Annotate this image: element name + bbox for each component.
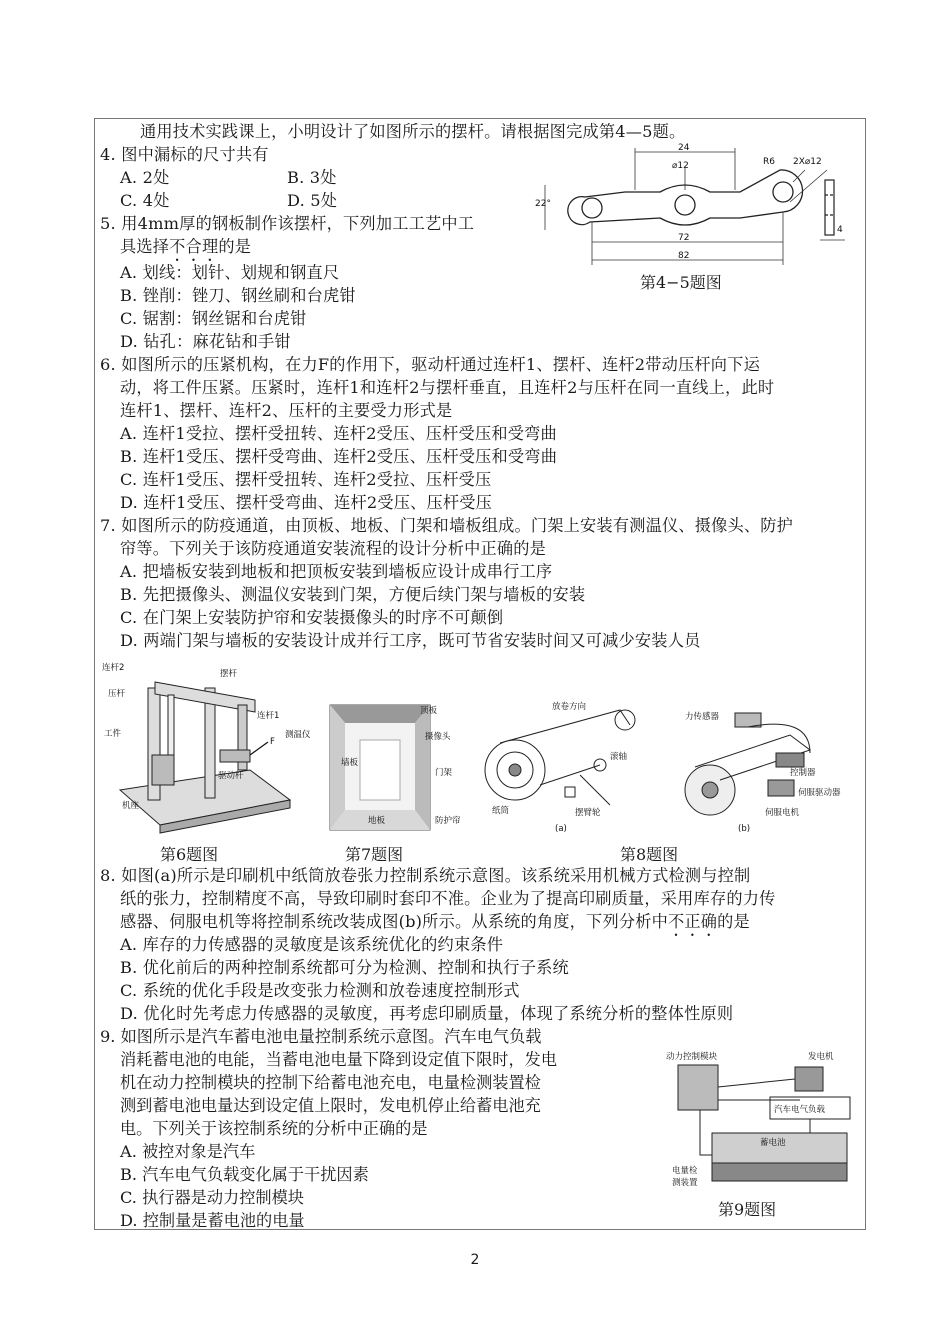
- q6-option-b: B. 连杆1受压、摆杆受弯曲、连杆2受压、压杆受压和受弯曲: [120, 447, 558, 466]
- clamping-mechanism-figure: [100, 660, 300, 840]
- fig9-caption: 第9题图: [718, 1200, 777, 1219]
- q5-stem-part: 的是: [218, 237, 252, 256]
- q8-option-d: D. 优化时先考虑力传感器的灵敏度，再考虑印刷质量，体现了系统分析的整体性原则: [120, 1004, 734, 1023]
- q4-option-a: A. 2处: [120, 168, 170, 187]
- q6-stem-line1: 6. 如图所示的压紧机构，在力F的作用下，驱动杆通过连杆1、摆杆、连杆2带动压杆向下运: [100, 355, 760, 374]
- label-top-board: 顶板: [420, 706, 438, 716]
- q4-option-b: B. 3处: [287, 168, 337, 187]
- q6-option-a: A. 连杆1受拉、摆杆受扭转、连杆2受压、压杆受压和受弯曲: [120, 424, 557, 443]
- q8-stem-line1: 8. 如图(a)所示是印刷机中纸筒放卷张力控制系统示意图。该系统采用机械方式检测与控制: [100, 866, 751, 885]
- label-battery: 蓄电池: [760, 1138, 786, 1148]
- dim-72: 72: [678, 233, 690, 243]
- dim-r6: R6: [763, 157, 775, 167]
- label-servo-driver: 伺服驱动器: [798, 788, 841, 798]
- q8-emphasis: 不正确: [668, 912, 718, 931]
- q9-stem-line3: 机在动力控制模块的控制下给蓄电池充电，电量检测装置检: [120, 1073, 541, 1092]
- swing-rod-drawing: [535, 140, 855, 270]
- q9-option-c: C. 执行器是动力控制模块: [120, 1188, 304, 1207]
- q6-stem-line3: 连杆1、摆杆、连杆2、压杆的主要受力形式是: [120, 401, 453, 420]
- q9-stem-line1: 9. 如图所示是汽车蓄电池电量控制系统示意图。汽车电气负载: [100, 1027, 542, 1046]
- q8-option-c: C. 系统的优化手段是改变张力检测和放卷速度控制形式: [120, 981, 520, 1000]
- fig8-caption: 第8题图: [620, 845, 679, 864]
- q4-stem: 4. 图中漏标的尺寸共有: [100, 145, 269, 164]
- q8-option-b: B. 优化前后的两种控制系统都可分为检测、控制和执行子系统: [120, 958, 569, 977]
- q7-option-c: C. 在门架上安装防护帘和安装摄像头的时序不可颠倒: [120, 608, 504, 627]
- label-fig-a: (a): [555, 824, 567, 834]
- label-force-sensor: 力传感器: [685, 712, 720, 722]
- q9-option-b: B. 汽车电气负载变化属于干扰因素: [120, 1165, 369, 1184]
- q8-stem-part: 感器、伺服电机等将控制系统改装成图(b)所示。从系统的角度，下列分析中: [120, 912, 668, 931]
- intro-text: 通用技术实践课上，小明设计了如图所示的摆杆。请根据图完成第4—5题。: [140, 122, 686, 141]
- q9-stem-line4: 测到蓄电池电量达到设定值上限时，发电机停止给蓄电池充: [120, 1096, 541, 1115]
- q5-option-b: B. 锉削：锉刀、钢丝刷和台虎钳: [120, 286, 356, 305]
- label-controller: 控制器: [790, 768, 816, 778]
- label-electrical-load: 汽车电气负载: [774, 1105, 826, 1115]
- label-press-rod: 压杆: [108, 689, 126, 699]
- label-curtain: 防护帘: [435, 816, 461, 826]
- q5-option-d: D. 钻孔：麻花钻和手钳: [120, 332, 291, 351]
- epidemic-channel-figure: [285, 695, 475, 840]
- label-drive-rod: 驱动杆: [218, 771, 244, 781]
- label-generator: 发电机: [808, 1052, 834, 1062]
- q4-option-c: C. 4处: [120, 191, 170, 210]
- label-fig-b: (b): [738, 824, 751, 834]
- q6-option-c: C. 连杆1受压、摆杆受扭转、连杆2受拉、压杆受压: [120, 470, 492, 489]
- q7-option-b: B. 先把摄像头、测温仪安装到门架，方便后续门架与墙板的安装: [120, 585, 586, 604]
- q5-stem-part: 具选择: [120, 237, 170, 256]
- q7-option-a: A. 把墙板安装到地板和把顶板安装到墙板应设计成串行工序: [120, 562, 553, 581]
- q7-stem-line1: 7. 如图所示的防疫通道，由顶板、地板、门架和墙板组成。门架上安装有测温仪、摄像头、防护: [100, 516, 794, 535]
- label-power-module: 动力控制模块: [666, 1052, 718, 1062]
- label-link2: 连杆2: [102, 663, 125, 673]
- q8-stem-line2: 纸的张力，控制精度不高，导致印刷时套印不准。企业为了提高印刷质量，采用库存的力传: [120, 889, 776, 908]
- label-unwind-direction: 放卷方向: [552, 702, 587, 712]
- q4-option-d: D. 5处: [287, 191, 338, 210]
- label-swing-wheel: 摆臂轮: [575, 808, 601, 818]
- q5-option-c: C. 锯割：钢丝锯和台虎钳: [120, 309, 307, 328]
- q5-emphasis: 不合理: [169, 237, 219, 256]
- battery-control-figure: [660, 1045, 860, 1195]
- q5-option-a: A. 划线：划针、划规和钢直尺: [120, 263, 340, 282]
- label-floor: 地板: [368, 816, 386, 826]
- q5-stem-line1: 5. 用4mm厚的钢板制作该摆杆，下列加工工艺中工: [100, 214, 475, 233]
- label-wall-board: 墙板: [341, 758, 359, 768]
- label-door-frame: 门架: [435, 768, 453, 778]
- q9-option-a: A. 被控对象是汽车: [120, 1142, 256, 1161]
- q6-stem-line2: 动，将工件压紧。压紧时，连杆1和连杆2与摆杆垂直，且连杆2与压杆在同一直线上，此时: [120, 378, 775, 397]
- label-camera: 摄像头: [425, 732, 451, 742]
- label-base: 机座: [122, 801, 140, 811]
- label-link1: 连杆1: [257, 711, 280, 721]
- label-swing-rod: 摆杆: [220, 669, 238, 679]
- paper-tension-control-figure: [480, 695, 865, 840]
- dim-22: 22°: [535, 199, 551, 209]
- q9-option-d: D. 控制量是蓄电池的电量: [120, 1211, 305, 1230]
- dim-82: 82: [678, 251, 690, 261]
- label-paper-tube: 纸筒: [492, 806, 510, 816]
- dim-24: 24: [678, 143, 690, 153]
- q9-stem-line5: 电。下列关于该控制系统的分析中正确的是: [120, 1119, 428, 1138]
- dim-hole-12: ⌀12: [672, 161, 689, 171]
- q8-option-a: A. 库存的力传感器的灵敏度是该系统优化的约束条件: [120, 935, 504, 954]
- q9-stem-line2: 消耗蓄电池的电能，当蓄电池电量下降到设定值下限时，发电: [120, 1050, 558, 1069]
- label-thermometer: 测温仪: [285, 730, 311, 740]
- q7-stem-line2: 帘等。下列关于该防疫通道安装流程的设计分析中正确的是: [120, 539, 547, 558]
- label-workpiece: 工件: [104, 729, 122, 739]
- dim-4: 4: [837, 225, 843, 235]
- label-servo-motor: 伺服电机: [765, 808, 800, 818]
- dim-holes: 2X⌀12: [793, 157, 822, 167]
- fig7-caption: 第7题图: [345, 845, 404, 864]
- q6-option-d: D. 连杆1受压、摆杆受弯曲、连杆2受压、压杆受压: [120, 493, 493, 512]
- fig45-caption: 第4−5题图: [640, 273, 722, 292]
- label-detector-line2: 测装置: [672, 1178, 698, 1188]
- label-force: F: [270, 737, 275, 747]
- label-detector-line1: 电量检: [672, 1166, 698, 1176]
- page-number: 2: [470, 1252, 480, 1268]
- label-roller: 滚轴: [610, 752, 628, 762]
- q8-stem-part: 的是: [717, 912, 750, 931]
- q7-option-d: D. 两端门架与墙板的安装设计成并行工序，既可节省安装时间又可减少安装人员: [120, 631, 701, 650]
- fig6-caption: 第6题图: [160, 845, 219, 864]
